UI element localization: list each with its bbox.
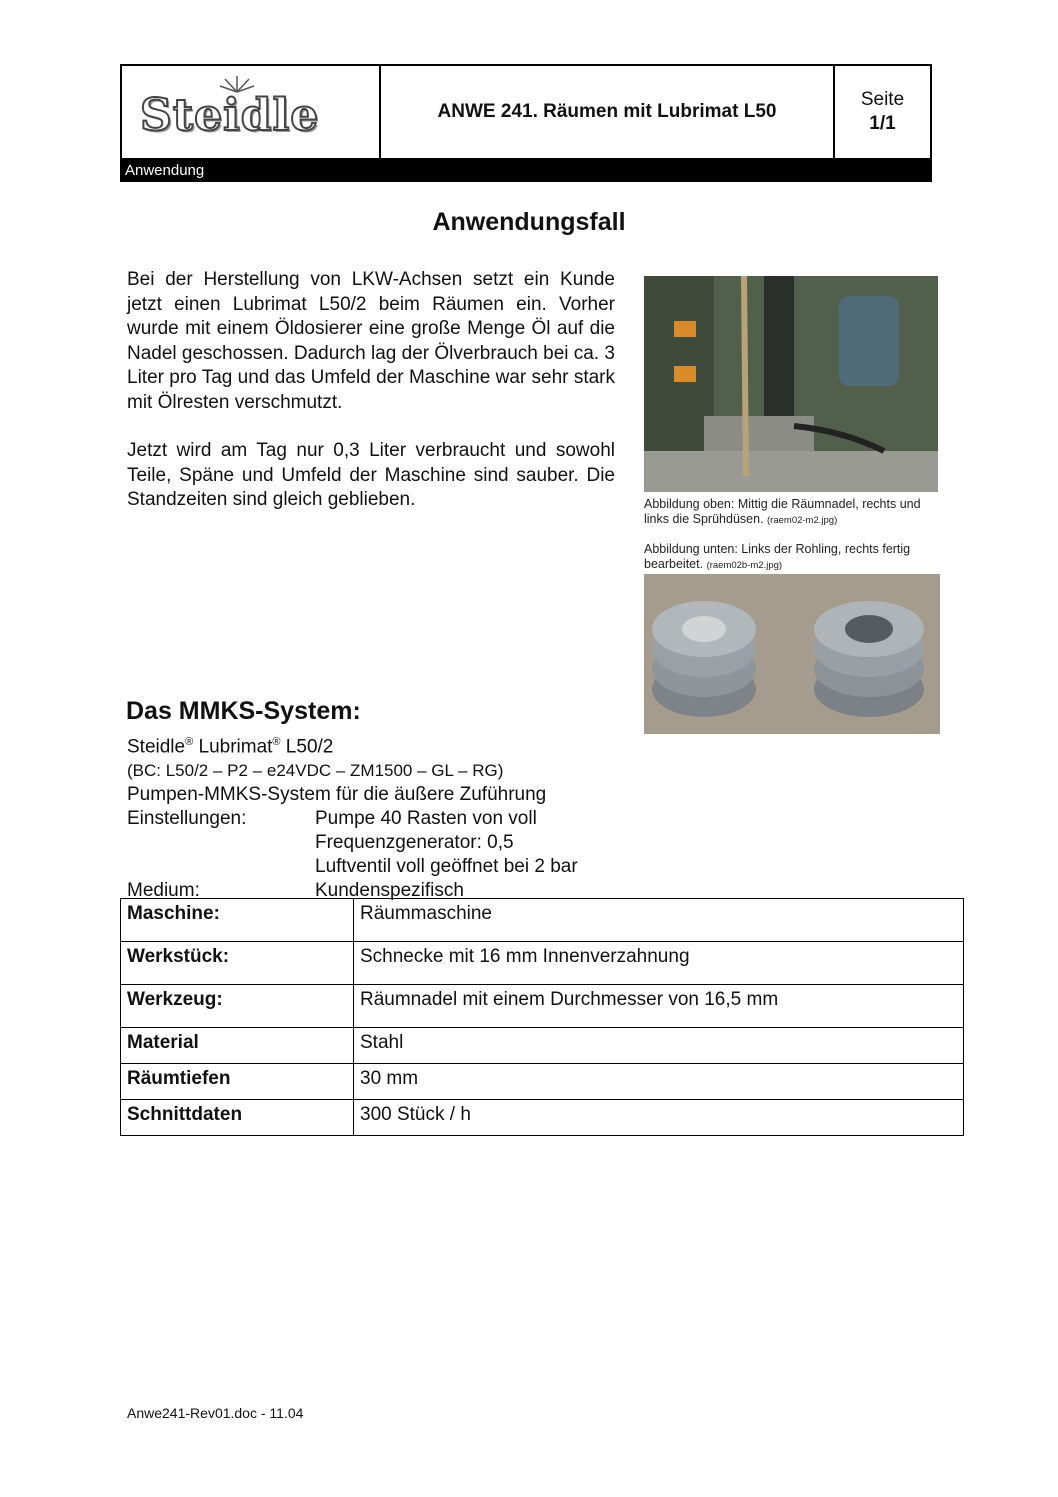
top-caption-file: (raem02-m2.jpg) xyxy=(767,515,838,526)
setting-item: Pumpe 40 Rasten von voll xyxy=(315,808,537,830)
settings-label: Einstellungen: xyxy=(127,808,247,830)
product-line xyxy=(127,730,578,759)
bottom-photo-caption xyxy=(644,542,944,573)
table-value: 30 mm xyxy=(354,1064,964,1100)
section-band: Anwendung xyxy=(120,160,932,182)
machine-photo xyxy=(644,276,938,492)
settings-row xyxy=(127,807,578,879)
table-key: Schnittdaten xyxy=(121,1100,354,1136)
table-key: Werkzeug: xyxy=(121,985,354,1028)
table-row xyxy=(121,1028,964,1064)
table-key: Maschine: xyxy=(121,899,354,942)
page-indicator xyxy=(835,66,930,158)
intro-text xyxy=(127,268,615,537)
table-row xyxy=(121,899,964,942)
intro-paragraph-2: Jetzt wird am Tag nur 0,3 Liter verbraucht und sowohl Teile, Späne und Umfeld der Maschine sind sauber. Die Standzeiten sind gleich geblieben. xyxy=(127,440,615,510)
top-photo-caption xyxy=(644,497,944,528)
workpiece-photo xyxy=(644,574,940,734)
table-row xyxy=(121,1064,964,1100)
intro-paragraph-1: Bei der Herstellung von LKW-Achsen setzt ein Kunde jetzt einen Lubrimat L50/2 beim Räumen ein. Vorher wurde mit einem Öldosierer eine große Menge Öl auf die Nadel geschossen. Dadurch lag der Ölverbrauch bei ca. 3 Liter pro Tag und das Umfeld der Maschine war sehr stark mit Ölresten verschmutzt. xyxy=(127,269,615,413)
table-row xyxy=(121,942,964,985)
table-value: Räummaschine xyxy=(354,899,964,942)
bc-code: (BC: L50/2 – P2 – e24VDC – ZM1500 – GL – RG) xyxy=(127,761,504,781)
mmks-title: Das MMKS-System: xyxy=(126,697,361,725)
bottom-caption-file: (raem02b-m2.jpg) xyxy=(706,560,783,571)
table-row xyxy=(121,985,964,1028)
logo-cell xyxy=(122,66,381,158)
page-number: 1/1 xyxy=(869,113,896,134)
table-value: Räumnadel mit einem Durchmesser von 16,5 mm xyxy=(354,985,964,1028)
registered-mark: ® xyxy=(185,736,194,748)
medium-value: Kundenspezifisch xyxy=(315,880,464,902)
document-footer: Anwe241-Rev01.doc - 11.04 xyxy=(127,1405,304,1421)
page-label: Seite xyxy=(860,89,905,110)
page-heading: Anwendungsfall xyxy=(432,208,626,236)
product-name: Lubrimat xyxy=(193,736,273,758)
table-value: 300 Stück / h xyxy=(354,1100,964,1136)
specification-table xyxy=(120,898,964,1136)
document-header xyxy=(120,64,932,160)
setting-item: Frequenzgenerator: 0,5 xyxy=(315,832,514,854)
table-key: Räumtiefen xyxy=(121,1064,354,1100)
document-title: ANWE 241. Räumen mit Lubrimat L50 xyxy=(381,66,835,158)
table-row xyxy=(121,1100,964,1136)
product-brand: Steidle xyxy=(127,736,186,758)
mmks-details xyxy=(127,730,578,903)
setting-item: Luftventil voll geöffnet bei 2 bar xyxy=(315,856,578,878)
registered-mark: ® xyxy=(272,736,281,748)
product-model: L50/2 xyxy=(280,736,334,758)
top-caption-text: Abbildung oben: Mittig die Räumnadel, rechts und links die Sprühdüsen. xyxy=(644,497,921,526)
table-key: Werkstück: xyxy=(121,942,354,985)
settings-values xyxy=(315,807,578,879)
system-description: Pumpen-MMKS-System für die äußere Zuführung xyxy=(127,784,547,806)
table-key: Material xyxy=(121,1028,354,1064)
medium-label: Medium: xyxy=(127,880,200,902)
bottom-caption-text: Abbildung unten: Links der Rohling, rechts fertig bearbeitet. xyxy=(644,542,911,571)
table-value: Stahl xyxy=(354,1028,964,1064)
logo: Steidle xyxy=(140,90,320,141)
table-value: Schnecke mit 16 mm Innenverzahnung xyxy=(354,942,964,985)
